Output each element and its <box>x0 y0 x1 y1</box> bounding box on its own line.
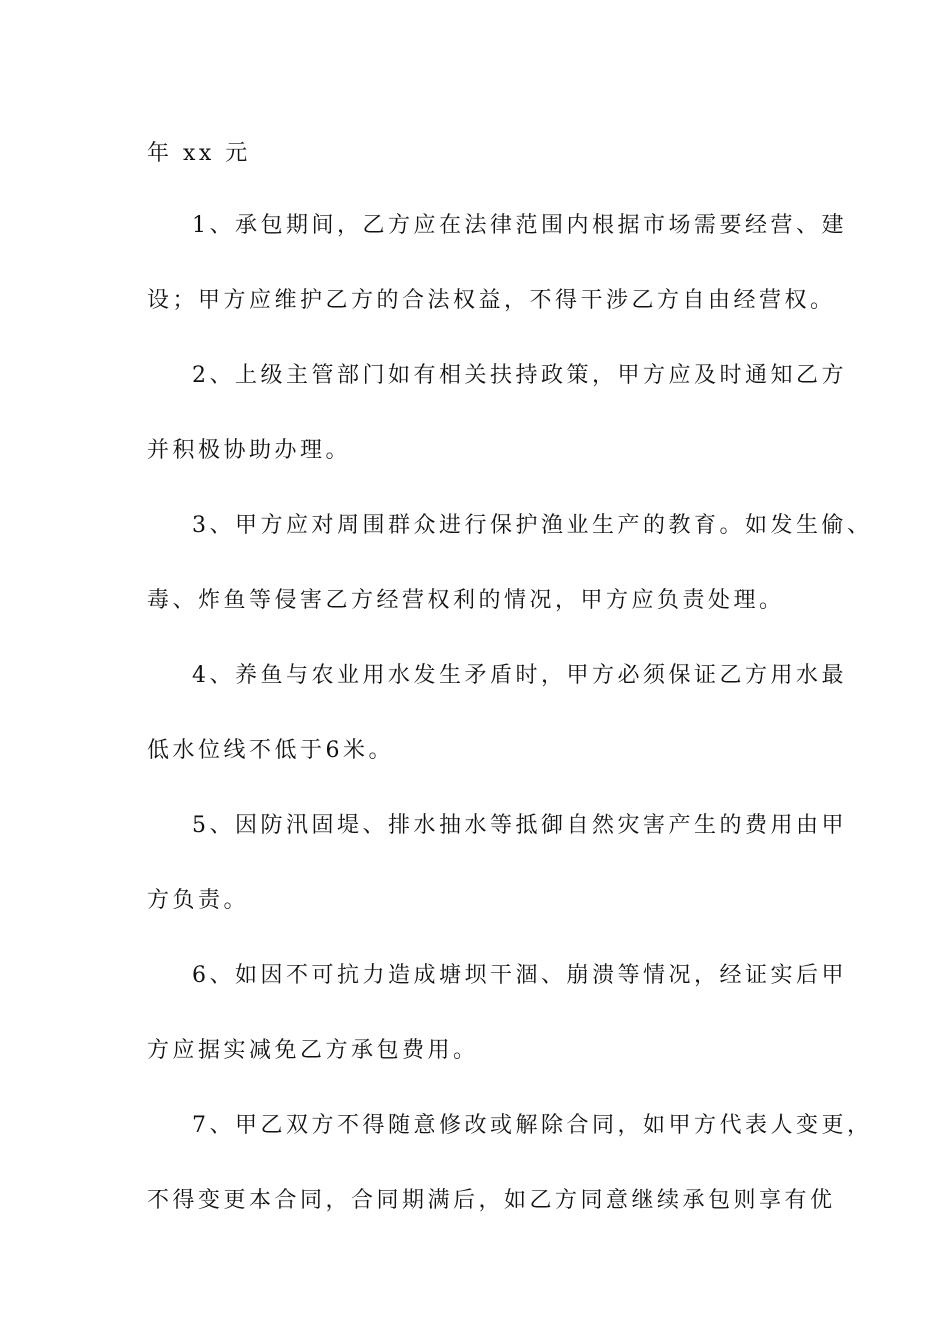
clause-1-line-2: 设；甲方应维护乙方的合法权益，不得干涉乙方自由经营权。 <box>147 288 836 313</box>
clause-6-line-1: 6、如因不可抗力造成塘坝干涸、崩溃等情况，经证实后甲 <box>192 963 847 988</box>
clause-7-line-2: 不得变更本合同，合同期满后，如乙方同意继续承包则享有优 <box>147 1188 836 1213</box>
clause-3-line-1: 3、甲方应对周围群众进行保护渔业生产的教育。如发生偷、 <box>192 513 873 538</box>
clause-4-line-2: 低水位线不低于6米。 <box>147 738 394 763</box>
clause-4-line-1: 4、养鱼与农业用水发生矛盾时，甲方必须保证乙方用水最 <box>192 663 847 688</box>
clause-2-line-1: 2、上级主管部门如有相关扶持政策，甲方应及时通知乙方 <box>192 363 847 388</box>
clause-3-line-2: 毒、炸鱼等侵害乙方经营权利的情况，甲方应负责处理。 <box>147 588 785 613</box>
clause-1-line-1: 1、承包期间，乙方应在法律范围内根据市场需要经营、建 <box>192 213 847 238</box>
text-line-continuation: 年 xx 元 <box>147 141 251 166</box>
clause-5-line-1: 5、因防汛固堤、排水抽水等抵御自然灾害产生的费用由甲 <box>192 813 847 838</box>
clause-6-line-2: 方应据实减免乙方承包费用。 <box>147 1038 479 1063</box>
clause-5-line-2: 方负责。 <box>147 888 250 913</box>
clause-7-line-1: 7、甲乙双方不得随意修改或解除合同，如甲方代表人变更， <box>192 1113 873 1138</box>
clause-2-line-2: 并积极协助办理。 <box>147 438 352 463</box>
